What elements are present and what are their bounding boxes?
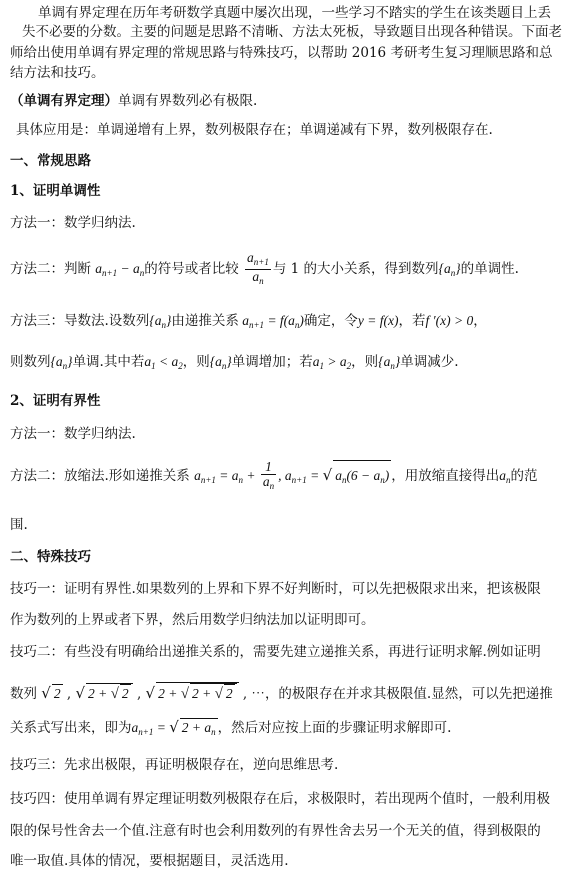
- monotonic-method-3: 方法三：导数法.设数列$\{a_n\}$由递推关系 $a_{n+1} = f(a_n)$确定，令y = f(x)，若f ′(x) > 0，: [10, 313, 487, 330]
- technique-1-line-1: 技巧一：证明有界性.如果数列的上界和下界不好判断时，可以先把极限求出来，把该极限: [10, 581, 541, 597]
- technique-3: 技巧三：先求出极限，再证明极限存在，逆向思维思考.: [10, 757, 339, 773]
- bounded-method-2-cont: 围.: [10, 517, 28, 533]
- theorem-line: [10, 92, 257, 110]
- technique-2-line-1: 技巧二：有些没有明确给出递推关系的，需要先建立递推关系，再进行证明求解.例如证明: [10, 644, 541, 660]
- subsection-2-heading: 2、证明有界性: [10, 393, 101, 409]
- intro-line-2: 失不必要的分数。主要的问题是思路不清晰、方法太死板，导致题目出现各种错误。下面老: [22, 24, 562, 40]
- difference-expression: $a_{n+1} - a_n$: [95, 261, 145, 278]
- monotonic-method-1: 方法一：数学归纳法.: [10, 215, 136, 231]
- monotonic-method-3-cont: 则数列$\{a_n\}$单调.其中若$a_1 < a_2$，则$\{a_n\}$单调增加；若$a_1 > a_2$，则$\{a_n\}$单调减少.: [10, 354, 459, 371]
- reciprocal-fraction: $\frac{1}{a_n}$: [262, 459, 275, 491]
- theorem-title: （单调有界定理）: [10, 93, 118, 109]
- technique-4-line-1: 技巧四：使用单调有界定理证明数列极限存在后，求极限时，若出现两个值时，一般利用极: [10, 791, 550, 807]
- technique-4-line-2: 限的保号性舍去一个值.注意有时也会利用数列的有界性舍去另一个无关的值，得到极限的: [10, 823, 541, 839]
- intro-line-4: 结方法和技巧。: [10, 65, 105, 81]
- theorem-text: 单调有界数列必有极限.: [118, 93, 258, 109]
- application-line: 具体应用是：单调递增有上界，数列极限存在；单调递减有下界，数列极限存在.: [16, 122, 493, 138]
- technique-2-line-3: 关系式写出来，即为$a_{n+1}$ = √ $2 + a_n$ ，然后对应按上面的步骤证明求解即可.: [10, 718, 451, 741]
- section-2-heading: 二、特殊技巧: [10, 549, 91, 565]
- monotonic-method-2: 方法二：判断 $a_{n+1} - a_n$的符号或者比较 $\frac{a_{n+1}}{a_n}$ 与 1 的大小关系，得到数列$\{a_n\}$的单调性.: [10, 250, 519, 286]
- technique-2-line-2: 数列 √ 2 , √ 2 + √ 2 , √ 2 + √ 2 + √ 2 , ⋯，的极限存在并求其极限值.显然，可以先把递推: [10, 684, 553, 702]
- subsection-1-heading: 1、证明单调性: [10, 183, 101, 199]
- bounded-method-1: 方法一：数学归纳法.: [10, 426, 136, 442]
- intro-line-3: 师给出使用单调有界定理的常规思路与特殊技巧，以帮助 2016 考研考生复习理顺思路和总: [10, 45, 553, 61]
- bounded-method-2: 方法二：放缩法.形如递推关系 $a_{n+1} = a_n$ + $\frac{1}{a_n}$ , $a_{n+1}$ = √ $a_n(6 - a_n)$ ，用放缩直接得出$a_n$的范: [10, 460, 538, 495]
- technique-1-line-2: 作为数列的上界或者下界，然后用数学归纳法加以证明即可。: [10, 612, 375, 628]
- ratio-fraction: $\frac{a_{n+1}}{a_n}$: [247, 250, 269, 286]
- intro-line-1: 单调有界定理在历年考研数学真题中屡次出现，一些学习不踏实的学生在该类题目上丢: [38, 5, 551, 21]
- section-1-heading: 一、常规思路: [10, 153, 91, 169]
- technique-4-line-3: 唯一取值.具体的情况，要根据题目，灵活选用.: [10, 853, 289, 869]
